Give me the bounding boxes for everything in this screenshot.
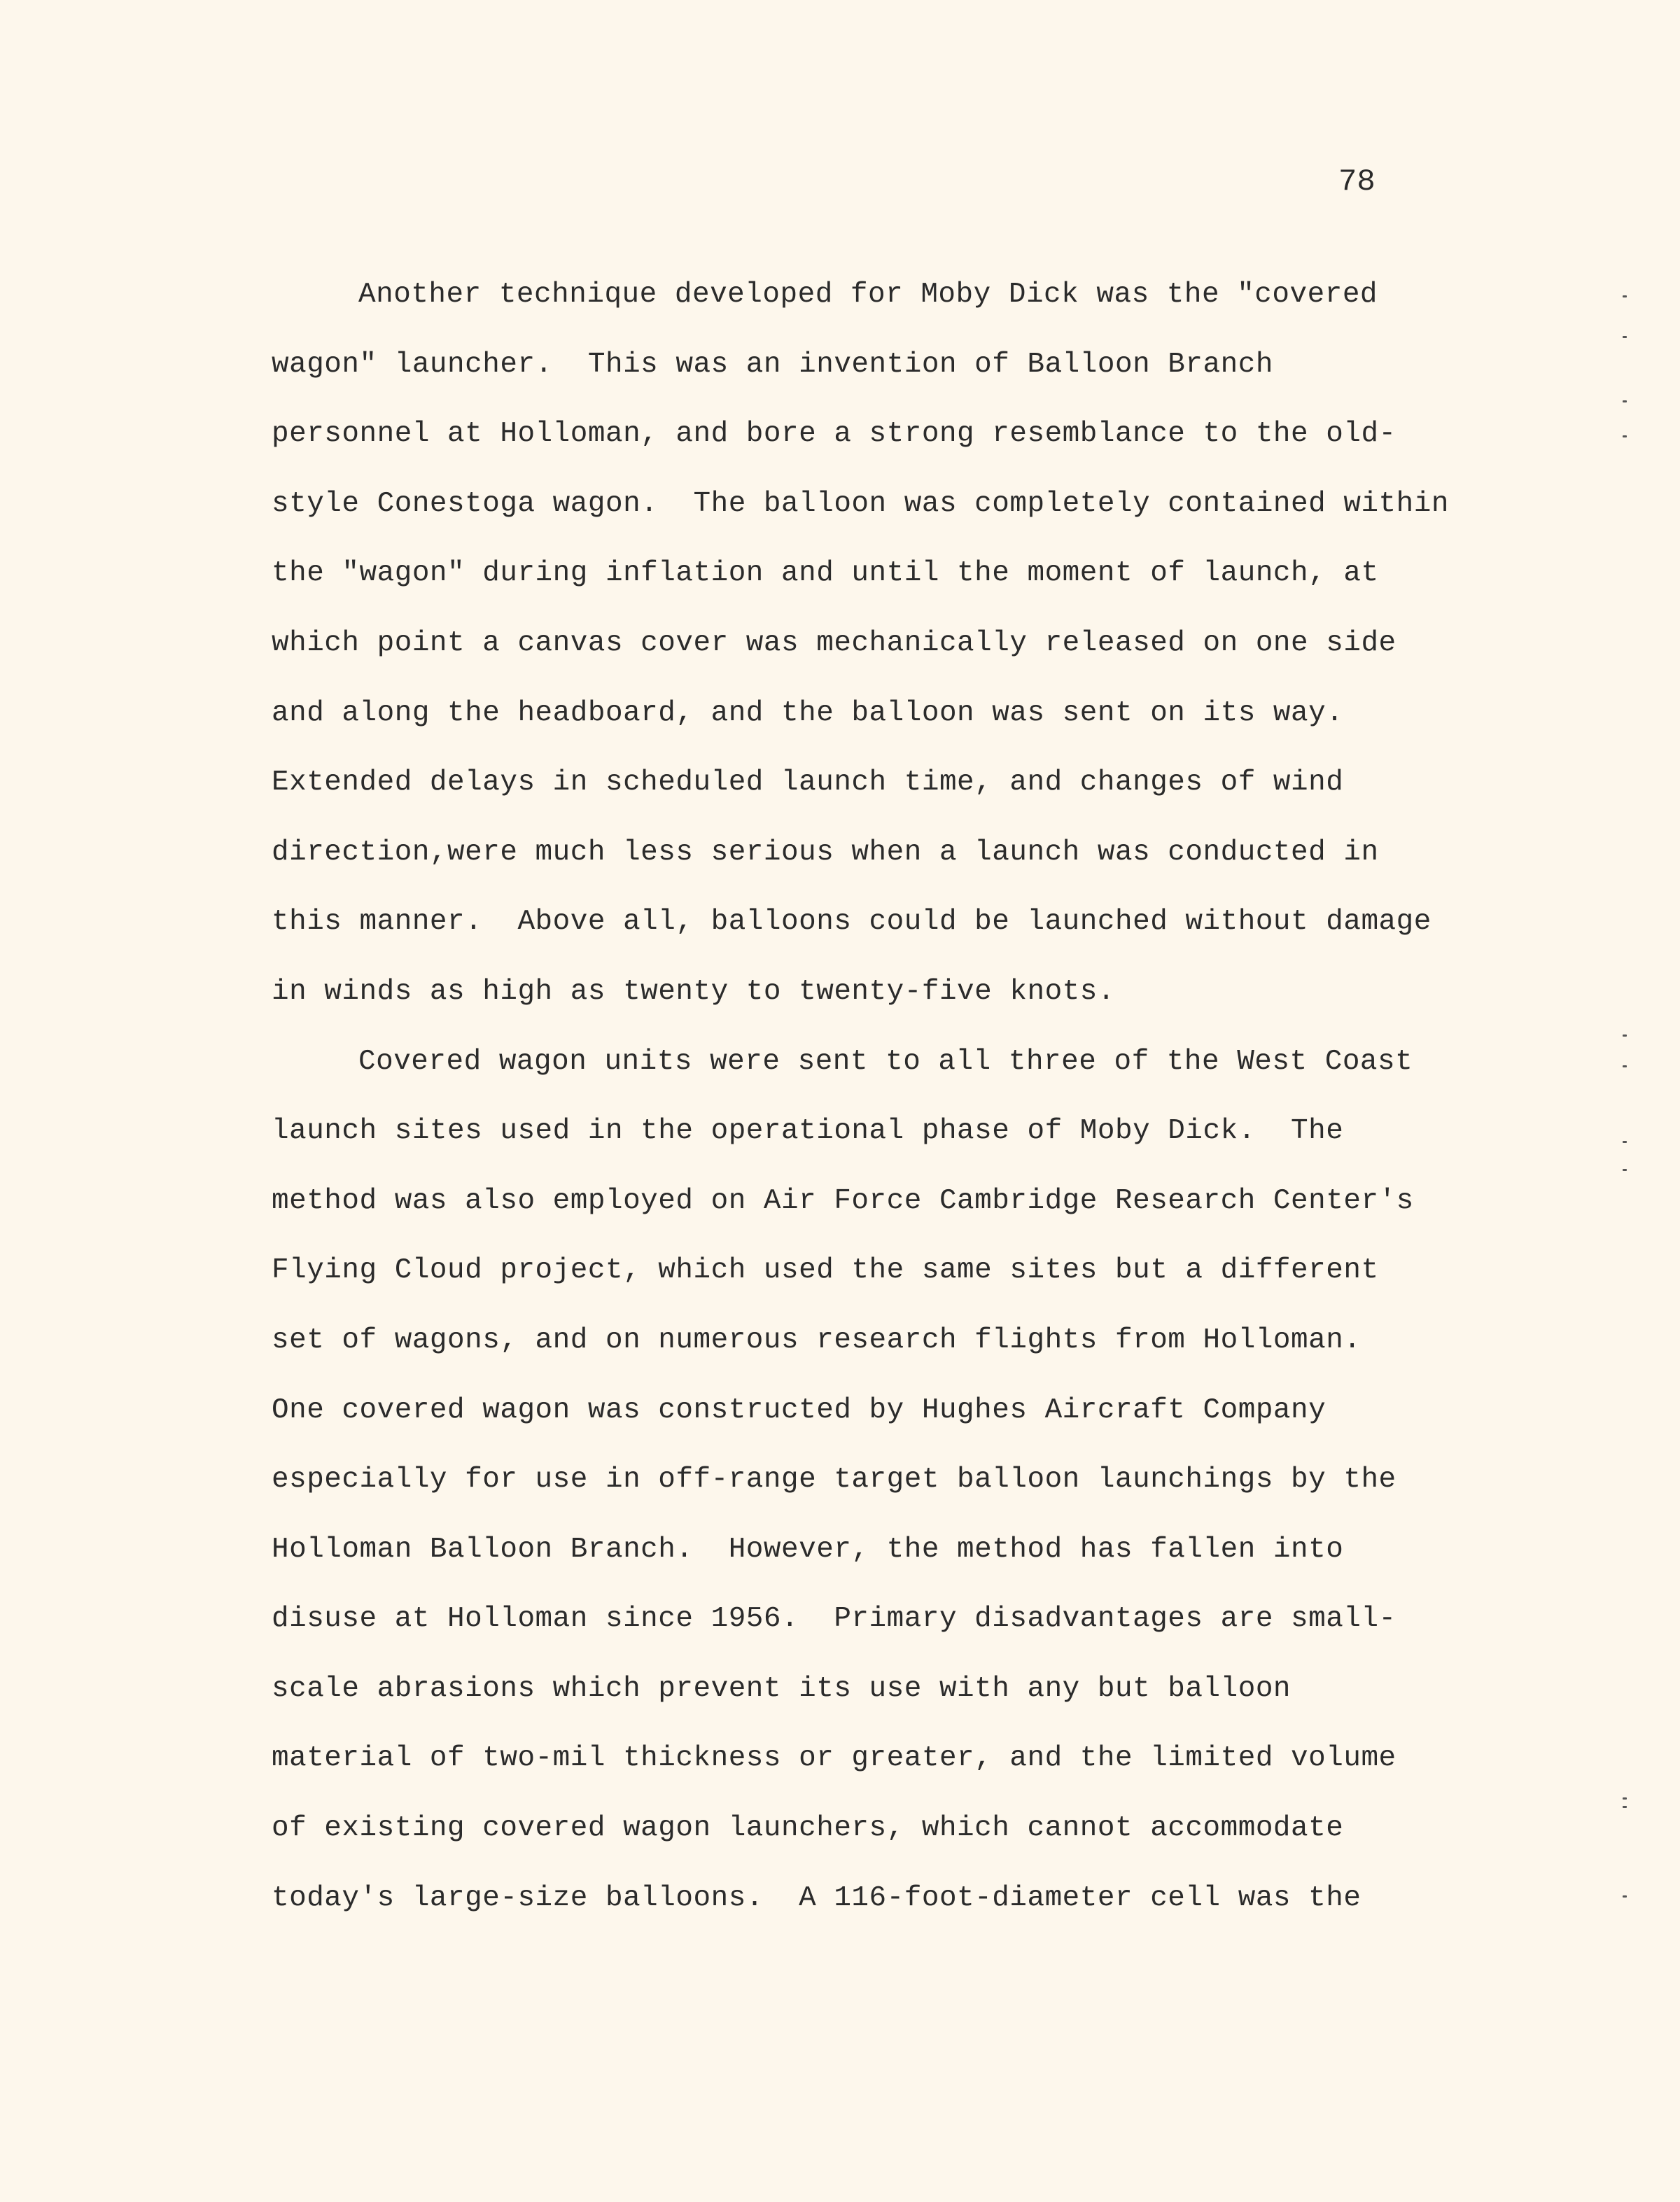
body-text bbox=[272, 274, 1490, 1947]
paragraph-1-line-2: wagon" launcher. This was an invention of Balloon Branch bbox=[272, 348, 1273, 381]
paragraph-1-line-4: style Conestoga wagon. The balloon was completely contained within bbox=[272, 487, 1449, 520]
paragraph-2-line-6: One covered wagon was constructed by Hughes Aircraft Company bbox=[272, 1394, 1326, 1426]
paragraph-1-line-11: in winds as high as twenty to twenty-five knots. bbox=[272, 975, 1115, 1008]
margin-speck bbox=[1623, 400, 1627, 402]
margin-specks bbox=[1623, 0, 1637, 2202]
margin-speck bbox=[1623, 1141, 1627, 1143]
paragraph-2-line-7: especially for use in off-range target balloon launchings by the bbox=[272, 1464, 1396, 1496]
paragraph-1-line-6: which point a canvas cover was mechanically released on one side bbox=[272, 626, 1396, 659]
paragraph-2-line-4: Flying Cloud project, which used the same sites but a different bbox=[272, 1254, 1379, 1287]
margin-speck bbox=[1623, 1169, 1627, 1171]
paragraph-2-line-8: Holloman Balloon Branch. However, the method has fallen into bbox=[272, 1533, 1344, 1566]
paragraph-1-line-5: the "wagon" during inflation and until the moment of launch, at bbox=[272, 557, 1379, 590]
paragraph-1-line-1: Another technique developed for Moby Dick was the "covered bbox=[358, 279, 1378, 311]
paragraph-1-line-8: Extended delays in scheduled launch time, and changes of wind bbox=[272, 766, 1344, 799]
page-number: 78 bbox=[1338, 164, 1376, 199]
margin-speck bbox=[1623, 295, 1627, 297]
margin-speck bbox=[1623, 1806, 1627, 1808]
paragraph-1-line-10: this manner. Above all, balloons could be launched without damage bbox=[272, 906, 1432, 939]
margin-speck bbox=[1623, 435, 1627, 437]
margin-speck bbox=[1623, 1797, 1627, 1800]
paragraph-1-line-7: and along the headboard, and the balloon was sent on its way. bbox=[272, 696, 1344, 729]
paragraph-2-line-9: disuse at Holloman since 1956. Primary disadvantages are small- bbox=[272, 1603, 1396, 1636]
margin-speck bbox=[1623, 1895, 1627, 1898]
margin-speck bbox=[1623, 1035, 1627, 1037]
paragraph-2-line-10: scale abrasions which prevent its use with any but balloon bbox=[272, 1672, 1292, 1705]
paragraph-2-line-12: of existing covered wagon launchers, which cannot accommodate bbox=[272, 1812, 1344, 1845]
margin-speck bbox=[1623, 336, 1627, 338]
paragraph-2-line-2: launch sites used in the operational phase of Moby Dick. The bbox=[272, 1115, 1344, 1148]
paragraph-1-line-9: direction,were much less serious when a launch was conducted in bbox=[272, 836, 1379, 869]
paragraph-2-line-11: material of two-mil thickness or greater, and the limited volume bbox=[272, 1742, 1396, 1775]
paragraph-2-line-13: today's large-size balloons. A 116-foot-diameter cell was the bbox=[272, 1881, 1362, 1914]
paragraph-2-line-3: method was also employed on Air Force Cambridge Research Center's bbox=[272, 1184, 1414, 1217]
paragraph-2-line-1: Covered wagon units were sent to all three of the West Coast bbox=[358, 1045, 1413, 1078]
paragraph-2-line-5: set of wagons, and on numerous research flights from Holloman. bbox=[272, 1324, 1362, 1356]
margin-speck bbox=[1623, 1065, 1627, 1067]
paragraph-1-line-3: personnel at Holloman, and bore a strong resemblance to the old- bbox=[272, 418, 1396, 451]
